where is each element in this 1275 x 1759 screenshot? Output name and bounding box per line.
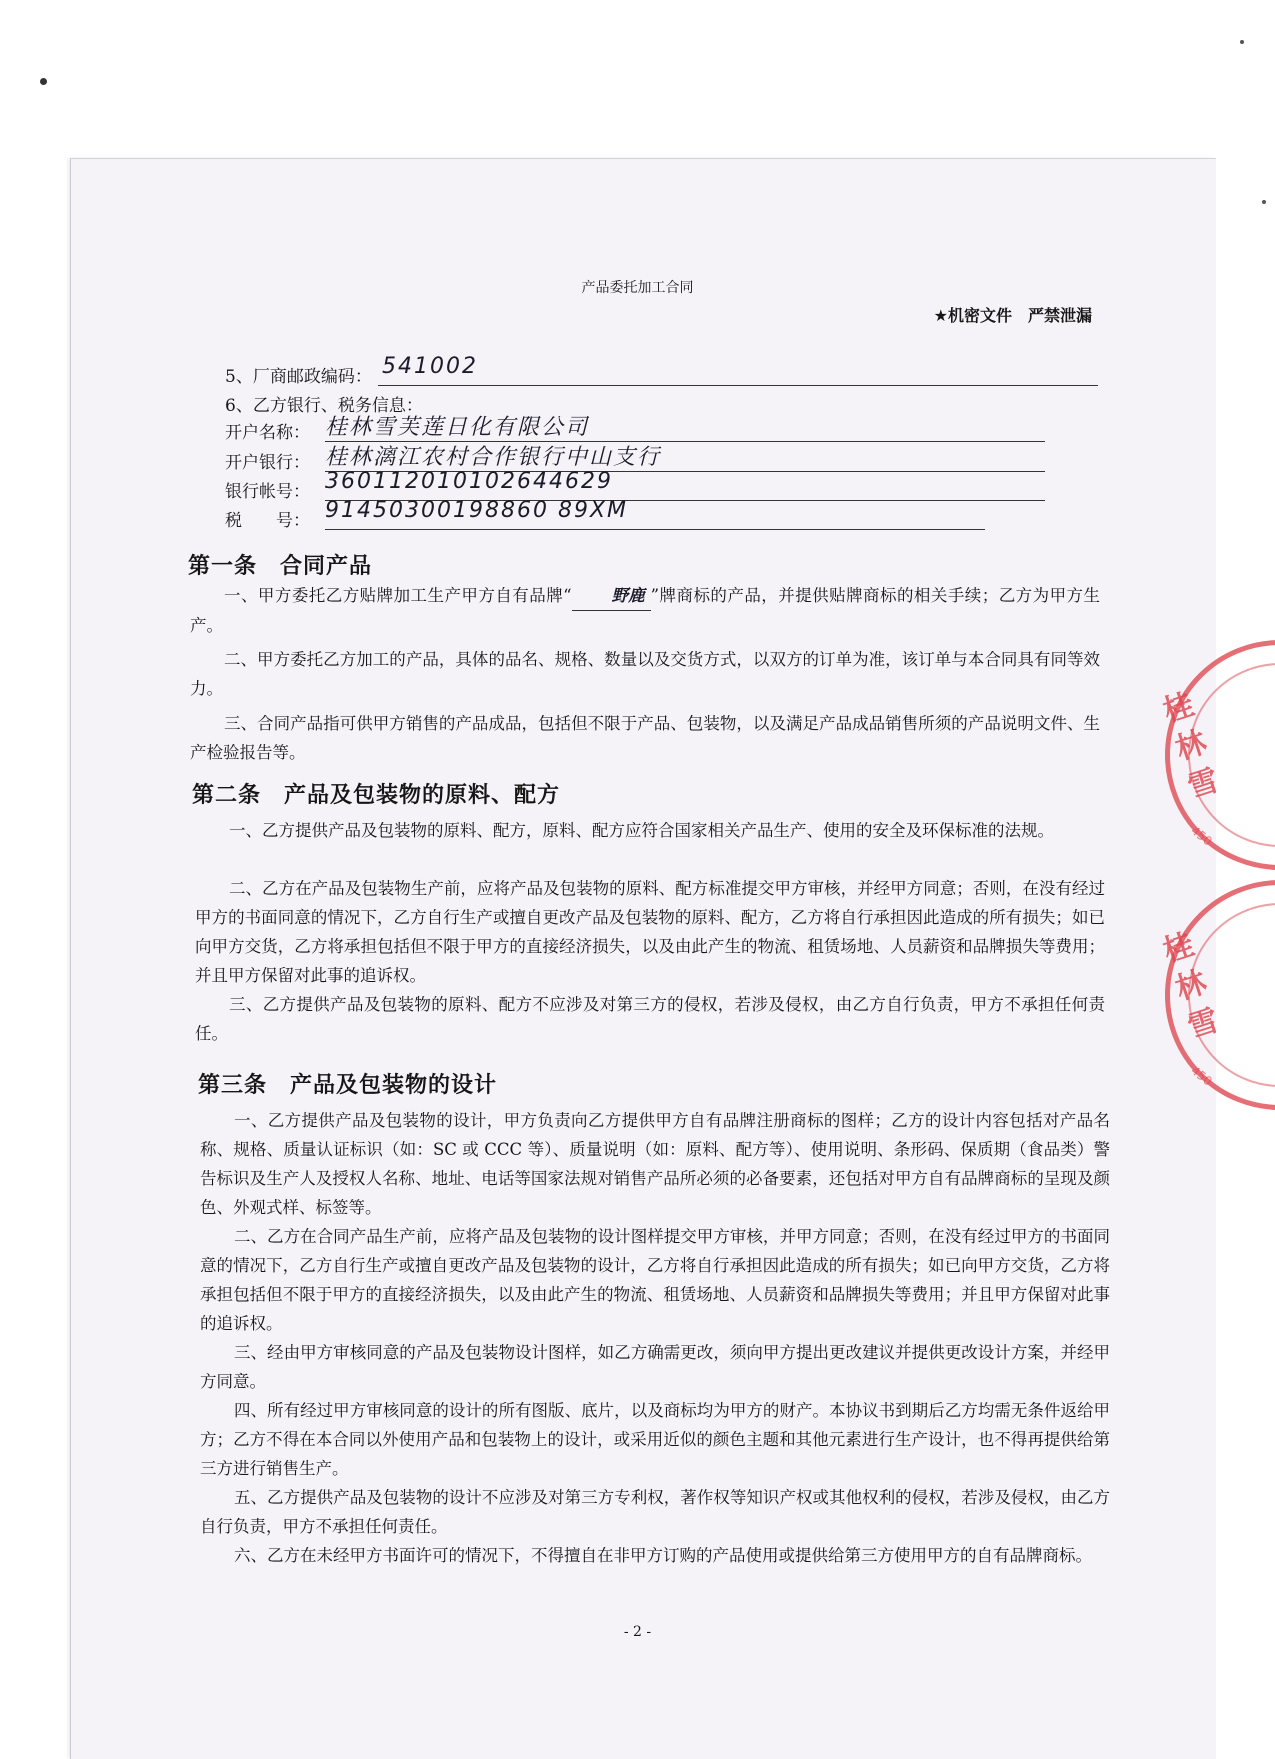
bank-section-label: 6、乙方银行、税务信息：	[225, 396, 423, 416]
seal-code: 450	[1188, 1063, 1215, 1089]
account-name-value: 桂林雪芙莲日化有限公司	[325, 415, 590, 440]
article-1-paragraph-1	[190, 581, 1100, 640]
seal-text: 桂林雪	[1159, 686, 1224, 806]
account-name-field	[200, 416, 1050, 442]
tax-number-value: 91450300198860 89XM	[325, 498, 628, 523]
bank-name-value: 桂林漓江农村合作银行中山支行	[325, 445, 662, 470]
article-2-heading: 第二条 产品及包装物的原料、配方	[192, 783, 561, 808]
article-3-paragraph-4: 四、所有经过甲方审核同意的设计的所有图版、底片，以及商标均为甲方的财产。本协议书到期后乙方均需无条件返给甲方；乙方不得在本合同以外使用产品和包装物上的设计，或采用近似的颜色主题和其他元素进行生产设计，也不得再提供给第三方进行销售生产。	[200, 1401, 1110, 1478]
brand-name-handwritten: 野鹿	[572, 581, 651, 611]
seal-code: 450	[1188, 823, 1215, 849]
account-number-value: 360112010102644629	[325, 469, 613, 494]
tax-number-label: 税 号：	[225, 511, 310, 531]
postal-code-field	[200, 354, 1100, 387]
article-3-paragraph-1: 一、乙方提供产品及包装物的设计，甲方负责向乙方提供甲方自有品牌注册商标的图样；乙方的设计内容包括对产品名称、规格、质量认证标识（如：SC 或 CCC 等）、质量说明（如：原料、配方等）、使用说明、条形码、保质期（食品类）警告标识及生产人及授权人名称、地址、电话等国家法规对销售产品所必须的必备要素，还包括对甲方自有品牌商标的呈现及颜色、外观式样、标签等。	[200, 1111, 1110, 1217]
bank-name-label: 开户银行：	[225, 453, 310, 473]
page-number: - 2 -	[623, 1624, 652, 1640]
postal-code-label: 5、厂商邮政编码：	[225, 367, 372, 387]
scan-speck	[1262, 200, 1266, 204]
fill-line	[325, 529, 985, 530]
article-2-paragraph-3: 三、乙方提供产品及包装物的原料、配方不应涉及对第三方的侵权，若涉及侵权，由乙方自行负责，甲方不承担任何责任。	[195, 995, 1105, 1043]
article-1-text: 一、甲方委托乙方贴牌加工生产甲方自有品牌“	[224, 586, 572, 605]
article-1-paragraph-2: 二、甲方委托乙方加工的产品，具体的品名、规格、数量以及交货方式，以双方的订单为准，该订单与本合同具有同等效力。	[190, 650, 1100, 698]
article-3-heading: 第三条 产品及包装物的设计	[198, 1073, 498, 1098]
article-2-paragraph-2: 二、乙方在产品及包装物生产前，应将产品及包装物的原料、配方标准提交甲方审核，并经甲方同意；否则，在没有经过甲方的书面同意的情况下，乙方自行生产或擅自更改产品及包装物的原料、配方，乙方将自行承担因此造成的所有损失；如已向甲方交货，乙方将承担包括但不限于甲方的直接经济损失，以及由此产生的物流、租赁场地、人员薪资和品牌损失等费用；并且甲方保留对此事的追诉权。	[195, 879, 1105, 985]
confidential-label: ★机密文件 严禁泄漏	[933, 306, 1092, 325]
article-3-paragraph-3: 三、经由甲方审核同意的产品及包装物设计图样，如乙方确需更改，须向甲方提出更改建议并提供更改设计方案，并经甲方同意。	[200, 1343, 1110, 1391]
scan-speck	[1240, 40, 1244, 44]
article-2-paragraph-1: 一、乙方提供产品及包装物的原料、配方，原料、配方应符合国家相关产品生产、使用的安全及环保标准的法规。	[229, 821, 1054, 840]
account-number-label: 银行帐号：	[225, 482, 310, 502]
article-1-heading: 第一条 合同产品	[188, 554, 373, 579]
account-name-label: 开户名称：	[225, 423, 310, 443]
scan-speck	[40, 78, 47, 85]
article-3-paragraph-5: 五、乙方提供产品及包装物的设计不应涉及对第三方专利权，著作权等知识产权或其他权利的侵权，若涉及侵权，由乙方自行负责，甲方不承担任何责任。	[200, 1488, 1110, 1536]
postal-code-value: 541002	[382, 354, 478, 379]
tax-number-field	[200, 498, 1050, 531]
article-3-paragraph-6: 六、乙方在未经甲方书面许可的情况下，不得擅自在非甲方订购的产品使用或提供给第三方使用甲方的自有品牌商标。	[234, 1546, 1092, 1565]
article-1-paragraph-3: 三、合同产品指可供甲方销售的产品成品，包括但不限于产品、包装物，以及满足产品成品销售所须的产品说明文件、生产检验报告等。	[190, 714, 1100, 762]
article-3-paragraph-2: 二、乙方在合同产品生产前，应将产品及包装物的设计图样提交甲方审核，并甲方同意；否则，在没有经过甲方的书面同意的情况下，乙方自行生产或擅自更改产品及包装物的设计，乙方将自行承担因此造成的所有损失；如已向甲方交货，乙方将承担包括但不限于甲方的直接经济损失，以及由此产生的物流、租赁场地、人员薪资和品牌损失等费用；并且甲方保留对此事的追诉权。	[200, 1227, 1110, 1333]
document-title: 产品委托加工合同	[581, 280, 694, 296]
seal-text: 桂林雪	[1159, 926, 1224, 1046]
article-1-text: ”牌商标的产品，并提供贴牌商标的相关手续；乙方为甲方生产。	[190, 586, 1101, 635]
fill-line	[378, 385, 1098, 386]
